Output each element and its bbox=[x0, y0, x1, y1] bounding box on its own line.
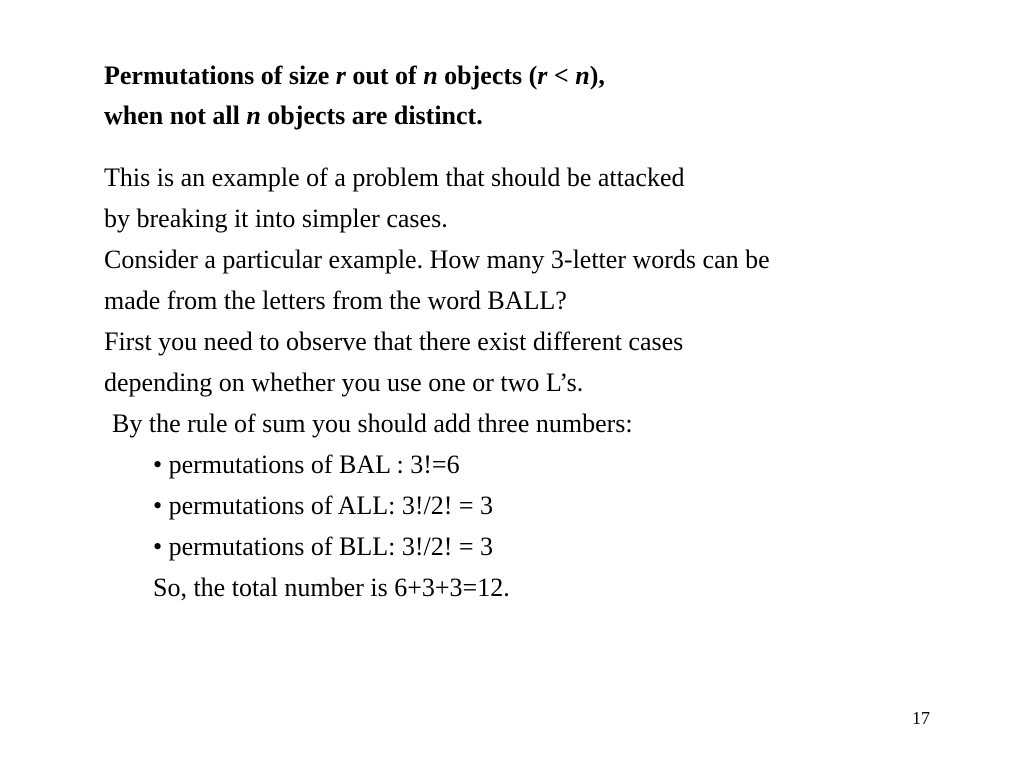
title-line-1 bbox=[104, 56, 605, 96]
title-variable: n bbox=[246, 101, 261, 130]
title-line-2 bbox=[104, 96, 605, 136]
slide-title bbox=[104, 56, 605, 136]
title-text: objects are distinct. bbox=[260, 101, 483, 130]
body-text-line: depending on whether you use one or two L’s. bbox=[104, 368, 584, 397]
title-variable: r bbox=[537, 61, 548, 90]
bullet-item: • permutations of BAL : 3!=6 bbox=[153, 450, 460, 479]
title-text: < bbox=[547, 61, 576, 90]
total-line: So, the total number is 6+3+3=12. bbox=[153, 573, 510, 602]
body-text-line: First you need to observe that there exist different cases bbox=[104, 327, 684, 356]
body-text-line: This is an example of a problem that should be attacked bbox=[104, 163, 685, 192]
title-text: when not all bbox=[104, 101, 247, 130]
body-text-line: made from the letters from the word BALL? bbox=[104, 286, 567, 315]
bullet-item: • permutations of BLL: 3!/2! = 3 bbox=[153, 532, 494, 561]
title-text: objects ( bbox=[437, 61, 538, 90]
title-text: Permutations of size bbox=[104, 61, 336, 90]
body-text-line: Consider a particular example. How many 3-letter words can be bbox=[104, 245, 770, 274]
title-text: out of bbox=[345, 61, 424, 90]
title-variable: n bbox=[423, 61, 438, 90]
slide-body bbox=[104, 157, 770, 608]
title-variable: n bbox=[575, 61, 590, 90]
bullet-item: • permutations of ALL: 3!/2! = 3 bbox=[153, 491, 494, 520]
slide-number: 17 bbox=[912, 708, 930, 728]
title-text: ), bbox=[589, 61, 605, 90]
rule-of-sum-line: By the rule of sum you should add three numbers: bbox=[112, 409, 633, 438]
title-variable: r bbox=[335, 61, 346, 90]
body-text-line: by breaking it into simpler cases. bbox=[104, 204, 448, 233]
